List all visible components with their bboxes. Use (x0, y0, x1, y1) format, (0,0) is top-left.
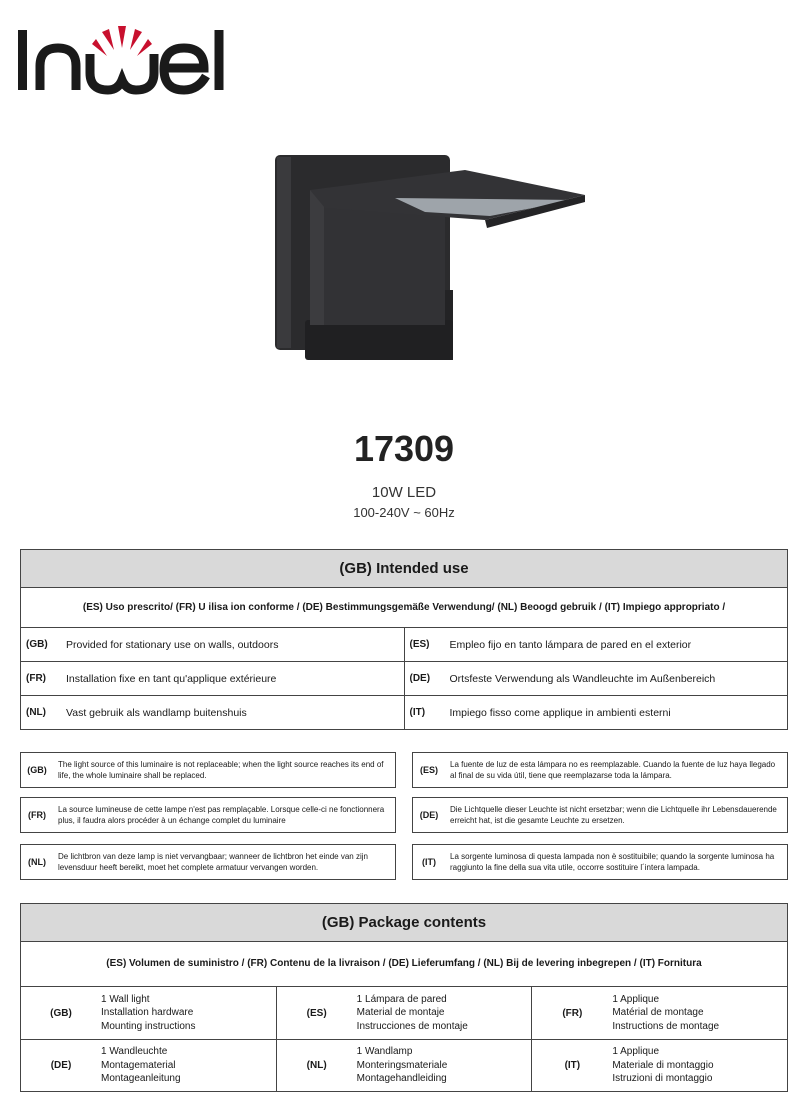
product-image (265, 150, 595, 365)
voltage-spec: 100-240V ~ 60Hz (353, 505, 455, 520)
light-source-notice-nl: (NL) De lichtbron van deze lamp is niet vervangbaar; wanneer de lichtbron het einde van zijn levensduur heeft bereikt, moet het complete armatuur vervangen worden. (20, 844, 396, 880)
table-row: (DE) 1 Wandleuchte Montagematerial Montageanleitung (NL) 1 Wandlamp Monteringsmateriale Montagehandleiding (IT) 1 Applique Materiale di montaggio Istruzioni di montaggio (21, 1040, 787, 1091)
package-contents-subtitle: (ES) Volumen de suministro / (FR) Contenu de la livraison / (DE) Lieferumfang / (NL) Bij de levering inbegrepen / (IT) Fornitura (21, 942, 787, 987)
light-source-notice-de: (DE) Die Lichtquelle dieser Leuchte ist nicht ersetzbar; wenn die Lichtquelle ihr Lebensdauerende erreicht hat, ist die gesamte Leuchte zu ersetzen. (412, 797, 788, 833)
power-spec: 10W LED (371, 484, 437, 501)
brand-logo (14, 18, 274, 98)
table-row: (GB) Provided for stationary use on walls, outdoors (ES) Empleo fijo en tanto lámpara de pared en el exterior (21, 628, 787, 662)
light-source-notice-fr: (FR) La source lumineuse de cette lampe n'est pas remplaçable. Lorsque celle-ci ne fonctionnera plus, il faudra alors procéder à un échange complet du luminaire (20, 797, 396, 833)
model-number: 17309 (353, 428, 455, 469)
package-contents-title: (GB) Package contents (21, 904, 787, 942)
table-row: (GB) 1 Wall light Installation hardware Mounting instructions (ES) 1 Lámpara de pared Material de montaje Instrucciones de montaje (FR) 1 Applique Matérial de montage Instructions de montage (21, 987, 787, 1040)
intended-use-title: (GB) Intended use (21, 550, 787, 588)
light-source-notice-gb: (GB) The light source of this luminaire is not replaceable; when the light source reaches its end of life, the whole luminaire shall be replaced. (20, 752, 396, 788)
intended-use-subtitle: (ES) Uso prescrito/ (FR) U ilisa ion conforme / (DE) Bestimmungsgemäße Verwendung/ (NL) Beoogd gebruik / (IT) Impiego appropriato / (21, 588, 787, 628)
table-row: (NL) Vast gebruik als wandlamp buitenshuis (IT) Impiego fisso come applique in ambienti esterni (21, 696, 787, 729)
table-row: (FR) Installation fixe en tant qu'applique extérieure (DE) Ortsfeste Verwendung als Wandleuchte im Außenbereich (21, 662, 787, 696)
package-contents-table (20, 903, 788, 1092)
light-source-notice-es: (ES) La fuente de luz de esta lámpara no es reemplazable. Cuando la fuente de luz haya llegado al final de su vida útil, tiene que reemplazarse toda la lámpara. (412, 752, 788, 788)
light-source-notice-it: (IT) La sorgente luminosa di questa lampada non è sostituibile; quando la sorgente luminosa ha raggiunto la fine della sua vita utile, occorre sostituire l´intera lampada. (412, 844, 788, 880)
intended-use-table (20, 549, 788, 730)
